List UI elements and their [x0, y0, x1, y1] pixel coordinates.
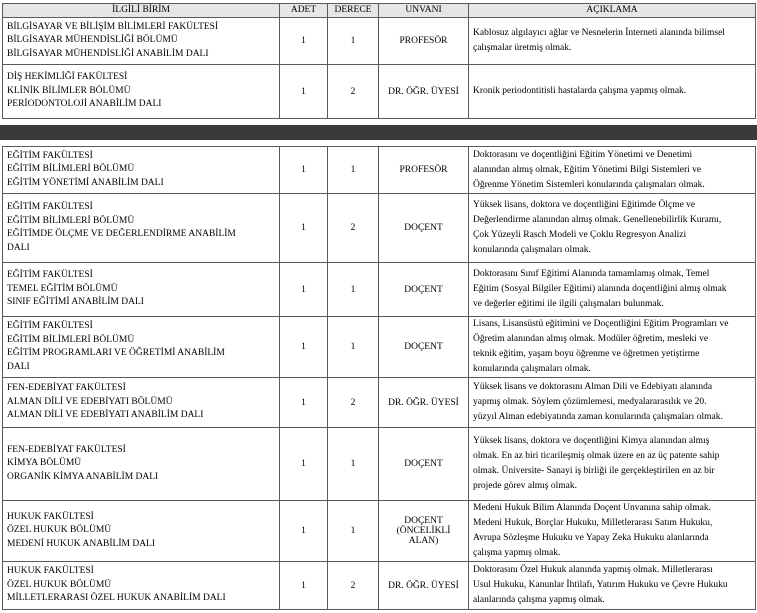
unit-cell — [3, 194, 280, 263]
count-cell: 1 — [280, 501, 328, 562]
table-row — [3, 378, 756, 428]
unit-cell — [3, 428, 280, 501]
positions-table-bottom — [2, 146, 756, 610]
description-cell — [469, 65, 756, 119]
title-cell — [379, 147, 469, 194]
unit-cell — [3, 378, 280, 428]
degree-cell: 1 — [328, 147, 379, 194]
description-cell — [469, 317, 756, 378]
count-cell: 1 — [280, 147, 328, 194]
unit-line: EĞİTİMDE ÖLÇME VE DEĞERLENDİRME ANABİLİM — [7, 229, 236, 239]
description-line: Doktorasını Sınıf Eğitimi Alanında tamamlamış olmak, Temel — [473, 269, 710, 279]
description-line: yüzyıl Alman edebiyatında zaman konularında çalışmaları olmak. — [473, 412, 723, 422]
description-cell — [469, 194, 756, 263]
description-line: olmak. En az biri ticarileşmiş olmak üzere en az üç patente sahip — [473, 451, 720, 461]
unit-cell — [3, 562, 280, 610]
table-row — [3, 562, 756, 610]
description-cell — [469, 147, 756, 194]
unit-line: EĞİTİM BİLİMLERİ BÖLÜMÜ — [7, 164, 135, 175]
unit-line: KLİNİK BİLİMLER BÖLÜMÜ — [7, 85, 131, 96]
description-line: Öğrenme Yönetim Sistemleri konularında çalışmaları olmak. — [473, 179, 705, 190]
unit-line: MEDENİ HUKUK ANABİLİM DALI — [7, 538, 156, 549]
description-line: Kablosuz algılayıcı ağlar ve Nesnelerin İnterneti alanında bilimsel — [473, 28, 725, 38]
title-cell — [379, 562, 469, 610]
unit-line: KİMYA BÖLÜMÜ — [7, 458, 82, 469]
degree-cell: 1 — [328, 317, 379, 378]
title-cell — [379, 194, 469, 263]
description-line: yapmış olmak. Söylem çözümlemesi, medyalararasılık ve 20. — [473, 397, 707, 407]
table-row — [3, 317, 756, 378]
description-line: Öğretim alanından almış olmak. Modüler öğretim, mesleki ve — [473, 334, 709, 344]
unit-line: EĞİTİM BİLİMLERİ BÖLÜMÜ — [7, 334, 135, 345]
title-line: ALAN) — [408, 536, 439, 546]
description-line: konularında çalışmaları olmak. — [473, 245, 591, 255]
unit-line: BİLGİSAYAR VE BİLİŞİM BİLİMLERİ FAKÜLTESİ — [7, 21, 219, 32]
count-cell: 1 — [280, 194, 328, 263]
unit-line: EĞİTİM YÖNETİMİ ANABİLİM DALI — [7, 177, 164, 188]
description-line: Usul Hukuku, Kanunlar İhtilafı, Yatırım Hukuku ve Çevre Hukuku — [473, 580, 728, 590]
description-line: teknik eğitim, yaşam boyu öğrenme ve öğretmen yetiştirme — [473, 349, 700, 359]
title-cell — [379, 501, 469, 562]
description-cell — [469, 428, 756, 501]
title-line: DOÇENT — [404, 223, 443, 233]
description-line: ve değerler eğitimi ile ilgili çalışmaları bulunmak. — [473, 299, 664, 309]
title-cell — [379, 65, 469, 119]
unit-line: ÖZEL HUKUK BÖLÜMÜ — [7, 579, 112, 590]
unit-line: EĞİTİM BİLİMLERİ BÖLÜMÜ — [7, 215, 135, 226]
count-cell: 1 — [280, 317, 328, 378]
unit-line: EĞİTİM PROGRAMLARI VE ÖĞRETİMİ ANABİLİM — [7, 348, 225, 358]
unit-line: ÖZEL HUKUK BÖLÜMÜ — [7, 525, 112, 536]
unit-line: DİŞ HEKİMLİĞİ FAKÜLTESİ — [7, 72, 128, 83]
table-row — [3, 501, 756, 562]
unit-line: FEN-EDEBİYAT FAKÜLTESİ — [7, 444, 126, 455]
description-line: Medeni Hukuk Bilim Alanında Doçent Unvanına sahip olmak. — [473, 503, 711, 513]
description-cell — [469, 501, 756, 562]
title-cell — [379, 378, 469, 428]
description-line: Kronik periodontitisli hastalarda çalışma yapmış olmak. — [473, 86, 687, 96]
unit-cell — [3, 317, 280, 378]
description-cell — [469, 263, 756, 317]
table-row — [3, 194, 756, 263]
count-cell: 1 — [280, 263, 328, 317]
description-line: Yüksek lisans ve doktorasını Alman Dili ve Edebiyatı alanında — [473, 382, 713, 392]
title-cell — [379, 18, 469, 65]
degree-cell: 2 — [328, 65, 379, 119]
title-cell — [379, 263, 469, 317]
description-line: Çok Yüzeyli Rasch Modeli ve Çoklu Regresyon Analizi — [473, 230, 687, 240]
title-line: DOÇENT — [404, 459, 443, 469]
degree-cell: 1 — [328, 501, 379, 562]
unit-line: ALMAN DİLİ VE EDEBİYATI BÖLÜMÜ — [7, 396, 173, 407]
description-line: konularında çalışmaları olmak. — [473, 364, 591, 374]
unit-line: BİLGİSAYAR MÜHENDİSLİĞİ BÖLÜMÜ — [7, 35, 178, 46]
description-line: Değerlendirme alanından almış olmak. Genellenebilirlik Kuramı, — [473, 215, 722, 225]
header-title: UNVANI — [379, 4, 469, 18]
title-line: PROFESÖR — [399, 36, 448, 46]
table-row — [3, 428, 756, 501]
title-cell — [379, 317, 469, 378]
count-cell: 1 — [280, 428, 328, 501]
header-description: AÇIKLAMA — [469, 4, 756, 18]
title-line: DOÇENT — [404, 284, 443, 295]
unit-line: HUKUK FAKÜLTESİ — [7, 566, 94, 577]
description-line: olmak. Üniversite- Sanayi iş birliği ile gerçekleştirilen en az bir — [473, 466, 715, 476]
section-divider — [0, 125, 757, 140]
description-cell — [469, 378, 756, 428]
unit-cell — [3, 65, 280, 119]
description-cell — [469, 18, 756, 65]
description-line: Yüksek lisans, doktora ve doçentliğini Eğitimde Ölçme ve — [473, 200, 696, 210]
description-line: çalışmalar üretmiş olmak. — [473, 43, 572, 53]
degree-cell: 1 — [328, 18, 379, 65]
unit-line: EĞİTİM FAKÜLTESİ — [7, 202, 93, 212]
unit-cell — [3, 501, 280, 562]
degree-cell: 2 — [328, 378, 379, 428]
table-row — [3, 65, 756, 119]
unit-line: HUKUK FAKÜLTESİ — [7, 511, 94, 522]
unit-line: BİLGİSAYAR MÜHENDİSLİĞİ ANABİLİM DALI — [7, 48, 209, 59]
title-line: PROFESÖR — [399, 165, 448, 175]
description-line: Eğitim (Sosyal Bilgiler Eğitimi) alanında doçentliğini almış olmak — [473, 284, 727, 294]
table-row — [3, 263, 756, 317]
description-line: alanlarında çalışma yapmış olmak. — [473, 595, 605, 605]
table-row — [3, 18, 756, 65]
description-line: Doktorasını ve doçentliğini Eğitim Yönetimi ve Denetimi — [473, 149, 693, 160]
positions-table-top — [2, 3, 756, 119]
description-line: Medeni Hukuk, Borçlar Hukuku, Milletlerarası Satım Hukuku, — [473, 518, 713, 528]
description-line: Yüksek lisans, doktora ve doçentliğini Kimya alanından almış — [473, 436, 710, 446]
unit-line: ORGANİK KİMYA ANABİLİM DALI — [7, 471, 159, 482]
count-cell: 1 — [280, 562, 328, 610]
unit-line: DALI — [7, 242, 30, 253]
count-cell: 1 — [280, 18, 328, 65]
description-line: alanından almış olmak, Eğitim Yönetimi Bilgi Sistemleri ve — [473, 164, 702, 175]
description-line: Lisans, Lisansüstü eğitimini ve Doçentliğini Eğitim Programları ve — [473, 319, 729, 329]
degree-cell: 1 — [328, 263, 379, 317]
description-cell — [469, 562, 756, 610]
description-line: projede görev almış olmak. — [473, 481, 577, 491]
unit-line: EĞİTİM FAKÜLTESİ — [7, 321, 93, 331]
unit-line: ALMAN DİLİ VE EDEBİYATI ANABİLİM DALI — [7, 410, 204, 421]
unit-cell — [3, 147, 280, 194]
unit-line: EĞİTİM FAKÜLTESİ — [7, 150, 93, 161]
unit-line: DALI — [7, 361, 30, 372]
title-line: DR. ÖĞR. ÜYESİ — [388, 86, 459, 97]
unit-cell — [3, 18, 280, 65]
header-degree: DERECE — [328, 4, 379, 18]
count-cell: 1 — [280, 65, 328, 119]
description-line: çalışma yapmış olmak. — [473, 548, 561, 558]
count-cell: 1 — [280, 378, 328, 428]
unit-line: TEMEL EĞİTİM BÖLÜMÜ — [7, 283, 118, 294]
header-count: ADET — [280, 4, 328, 18]
degree-cell: 2 — [328, 194, 379, 263]
title-cell — [379, 428, 469, 501]
description-line: Avrupa Sözleşme Hukuku ve Yapay Zeka Hukuku alanlarında — [473, 533, 709, 543]
table-body-bottom — [3, 147, 756, 610]
description-line: Doktorasını Özel Hukuk alanında yapmış olmak. Milletlerarası — [473, 565, 713, 575]
unit-line: MİLLETLERARASI ÖZEL HUKUK ANABİLİM DALI — [7, 593, 226, 604]
degree-cell: 1 — [328, 428, 379, 501]
degree-cell: 2 — [328, 562, 379, 610]
title-line: DR. ÖĞR. ÜYESİ — [388, 580, 459, 591]
unit-cell — [3, 263, 280, 317]
unit-line: EĞİTİM FAKÜLTESİ — [7, 270, 93, 281]
title-line: DOÇENT — [404, 516, 443, 526]
table-body-top — [3, 18, 756, 119]
table-header-row — [3, 4, 756, 18]
table-row — [3, 147, 756, 194]
unit-line: FEN-EDEBİYAT FAKÜLTESİ — [7, 383, 126, 394]
header-unit: İLGİLİ BİRİM — [3, 4, 280, 18]
unit-line: PERİODONTOLOJİ ANABİLİM DALI — [7, 99, 162, 110]
title-line: DR. ÖĞR. ÜYESİ — [388, 397, 459, 408]
title-line: (ÖNCELİKLİ — [396, 526, 451, 536]
title-line: DOÇENT — [404, 342, 443, 352]
unit-line: SINIF EĞİTİMİ ANABİLİM DALI — [7, 297, 144, 308]
